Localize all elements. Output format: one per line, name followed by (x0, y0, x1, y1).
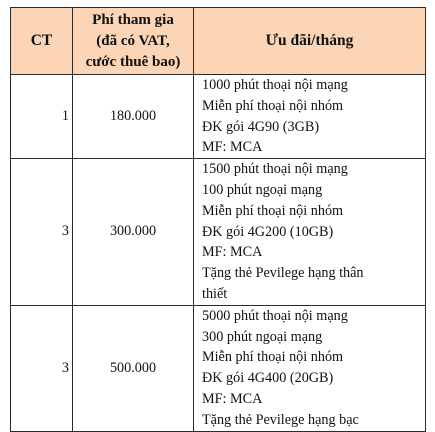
offer-line: MF: MCA (202, 139, 263, 156)
ct-cell: 1 (11, 75, 73, 159)
offer-line: 1500 phút thoại nội mạng (202, 161, 348, 178)
header-offer: Ưu đãi/tháng (194, 8, 426, 75)
offer-cell (194, 305, 426, 431)
offer-line: Miễn phí thoại nội nhóm (202, 349, 344, 366)
offer-line: Tặng thẻ Pevilege hạng bạc (202, 411, 359, 428)
offer-line: ĐK gói 4G200 (10GB) (202, 223, 334, 240)
header-fee-line: (đã có VAT, (96, 32, 170, 49)
table-row (11, 75, 426, 159)
offer-line: MF: MCA (202, 390, 263, 407)
offer-line: thiết (202, 285, 228, 302)
offer-cell (194, 159, 426, 306)
header-fee-line: cước thuê bao) (85, 53, 181, 70)
offer-cell (194, 75, 426, 159)
header-ct: CT (11, 8, 73, 75)
offer-line: 300 phút ngoại mạng (202, 328, 323, 345)
offer-line: 1000 phút thoại nội mạng (202, 77, 348, 93)
fee-cell: 300.000 (73, 159, 194, 306)
table-row (11, 159, 426, 306)
offer-table (10, 7, 426, 432)
table-header-row (11, 8, 426, 75)
offer-line: ĐK gói 4G400 (20GB) (202, 370, 334, 387)
offer-line: Miễn phí thoại nội nhóm (202, 97, 344, 114)
fee-cell: 500.000 (73, 305, 194, 431)
fee-cell: 180.000 (73, 75, 194, 159)
header-fee (73, 8, 194, 75)
offer-line: 100 phút ngoại mạng (202, 181, 323, 198)
ct-cell: 3 (11, 305, 73, 431)
offer-line: 5000 phút thoại nội mạng (202, 307, 348, 324)
header-fee-line: Phí tham gia (92, 11, 174, 28)
table-row (11, 305, 426, 431)
offer-line: ĐK gói 4G90 (3GB) (202, 118, 320, 135)
offer-line: MF: MCA (202, 244, 263, 261)
ct-cell: 3 (11, 159, 73, 306)
offer-line: Miễn phí thoại nội nhóm (202, 202, 344, 219)
offer-line: Tặng thẻ Pevilege hạng thân (202, 265, 364, 282)
